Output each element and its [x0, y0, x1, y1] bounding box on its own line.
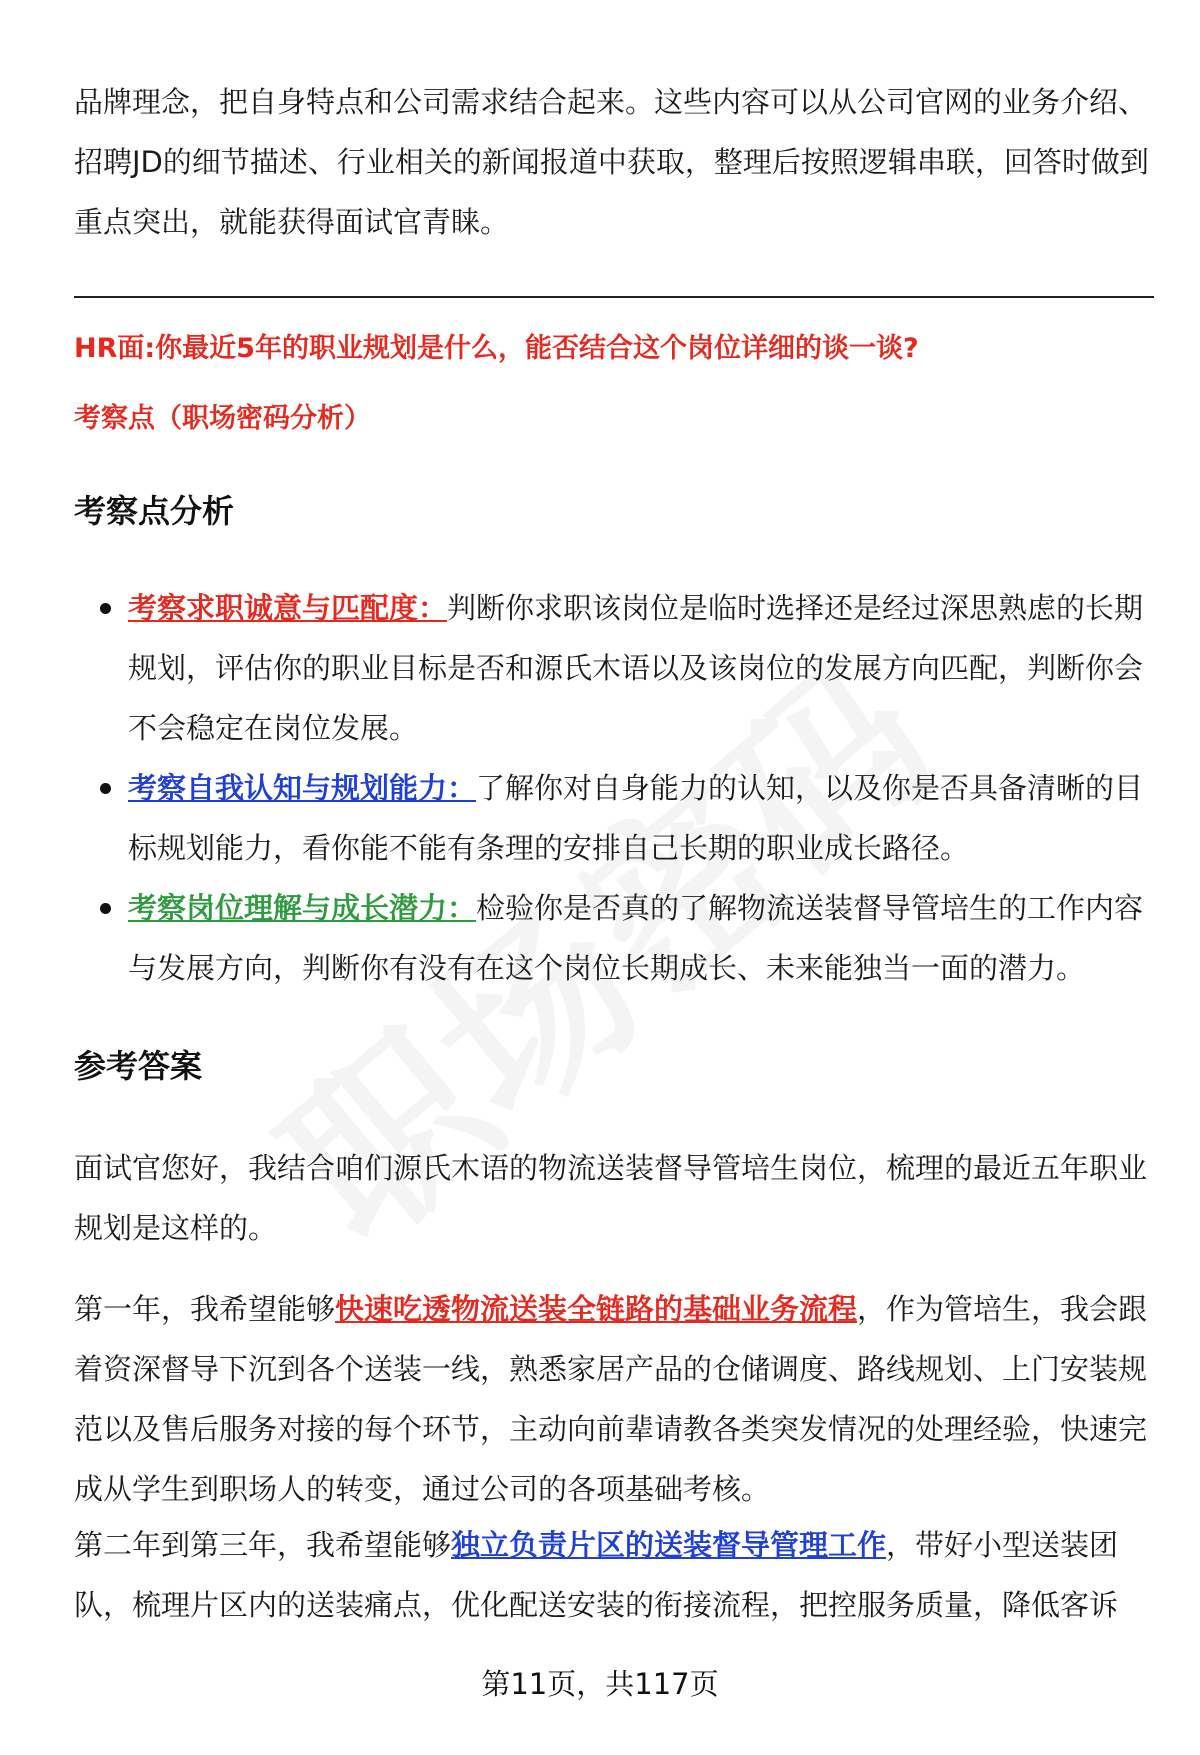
page-number: 第11页，共117页	[481, 1667, 719, 1701]
analysis-heading: 考察点分析	[74, 492, 235, 530]
answer-text: 第二年到第三年，我希望能够	[74, 1528, 452, 1562]
answer-text: 第一年，我希望能够	[74, 1292, 336, 1326]
answer-text: ，带好小型送装团队，梳理片区内的送装痛点，优化配送安装的衔接流程，把控服务质量，降低客诉	[74, 1528, 1119, 1622]
answer-highlight: 独立负责片区的送装督导管理工作	[451, 1528, 887, 1562]
answer-highlight: 快速吃透物流送装全链路的基础业务流程	[335, 1292, 858, 1326]
answer-text: ，作为管培生，我会跟着资深督导下沉到各个送装一线，熟悉家居产品的仓储调度、路线规划、上门安装规范以及售后服务对接的每个环节，主动向前辈请教各类突发情况的处理经验，快速完成从学生到职场人的转变，通过公司的各项基础考核。	[74, 1292, 1148, 1506]
answer-paragraph-3	[74, 1515, 1154, 1635]
answer-paragraph-2	[74, 1279, 1154, 1519]
list-item	[74, 578, 1154, 758]
bullet-icon	[100, 903, 111, 914]
analysis-key: 考察求职诚意与匹配度：	[128, 591, 448, 625]
list-item	[74, 878, 1154, 998]
analysis-key: 考察自我认知与规划能力：	[128, 771, 477, 805]
analysis-key: 考察岗位理解与成长潜力：	[128, 891, 477, 925]
answer-heading: 参考答案	[74, 1047, 203, 1085]
bullet-icon	[100, 783, 111, 794]
analysis-text: 判断你求职该岗位是临时选择还是经过深思熟虑的长期规划，评估你的职业目标是否和源氏木语以及该岗位的发展方向匹配，判断你会不会稳定在岗位发展。	[128, 591, 1144, 745]
analysis-text: 了解你对自身能力的认知，以及你是否具备清晰的目标规划能力，看你能不能有条理的安排自己长期的职业成长路径。	[128, 771, 1144, 865]
question-title: HR面:你最近5年的职业规划是什么，能否结合这个岗位详细的谈一谈?	[74, 333, 919, 364]
question-subtitle: 考察点（职场密码分析）	[74, 403, 371, 434]
analysis-text: 检验你是否真的了解物流送装督导管培生的工作内容与发展方向，判断你有没有在这个岗位长期成长、未来能独当一面的潜力。	[128, 891, 1144, 985]
answer-paragraph-1: 面试官您好，我结合咱们源氏木语的物流送装督导管培生岗位，梳理的最近五年职业规划是这样的。	[74, 1151, 1148, 1245]
intro-paragraph: 品牌理念，把自身特点和公司需求结合起来。这些内容可以从公司官网的业务介绍、招聘JD的细节描述、行业相关的新闻报道中获取，整理后按照逻辑串联，回答时做到重点突出，就能获得面试官青睐。	[74, 85, 1149, 239]
list-item	[74, 758, 1154, 878]
analysis-list	[74, 578, 1154, 998]
section-divider	[74, 296, 1154, 298]
bullet-icon	[100, 603, 111, 614]
